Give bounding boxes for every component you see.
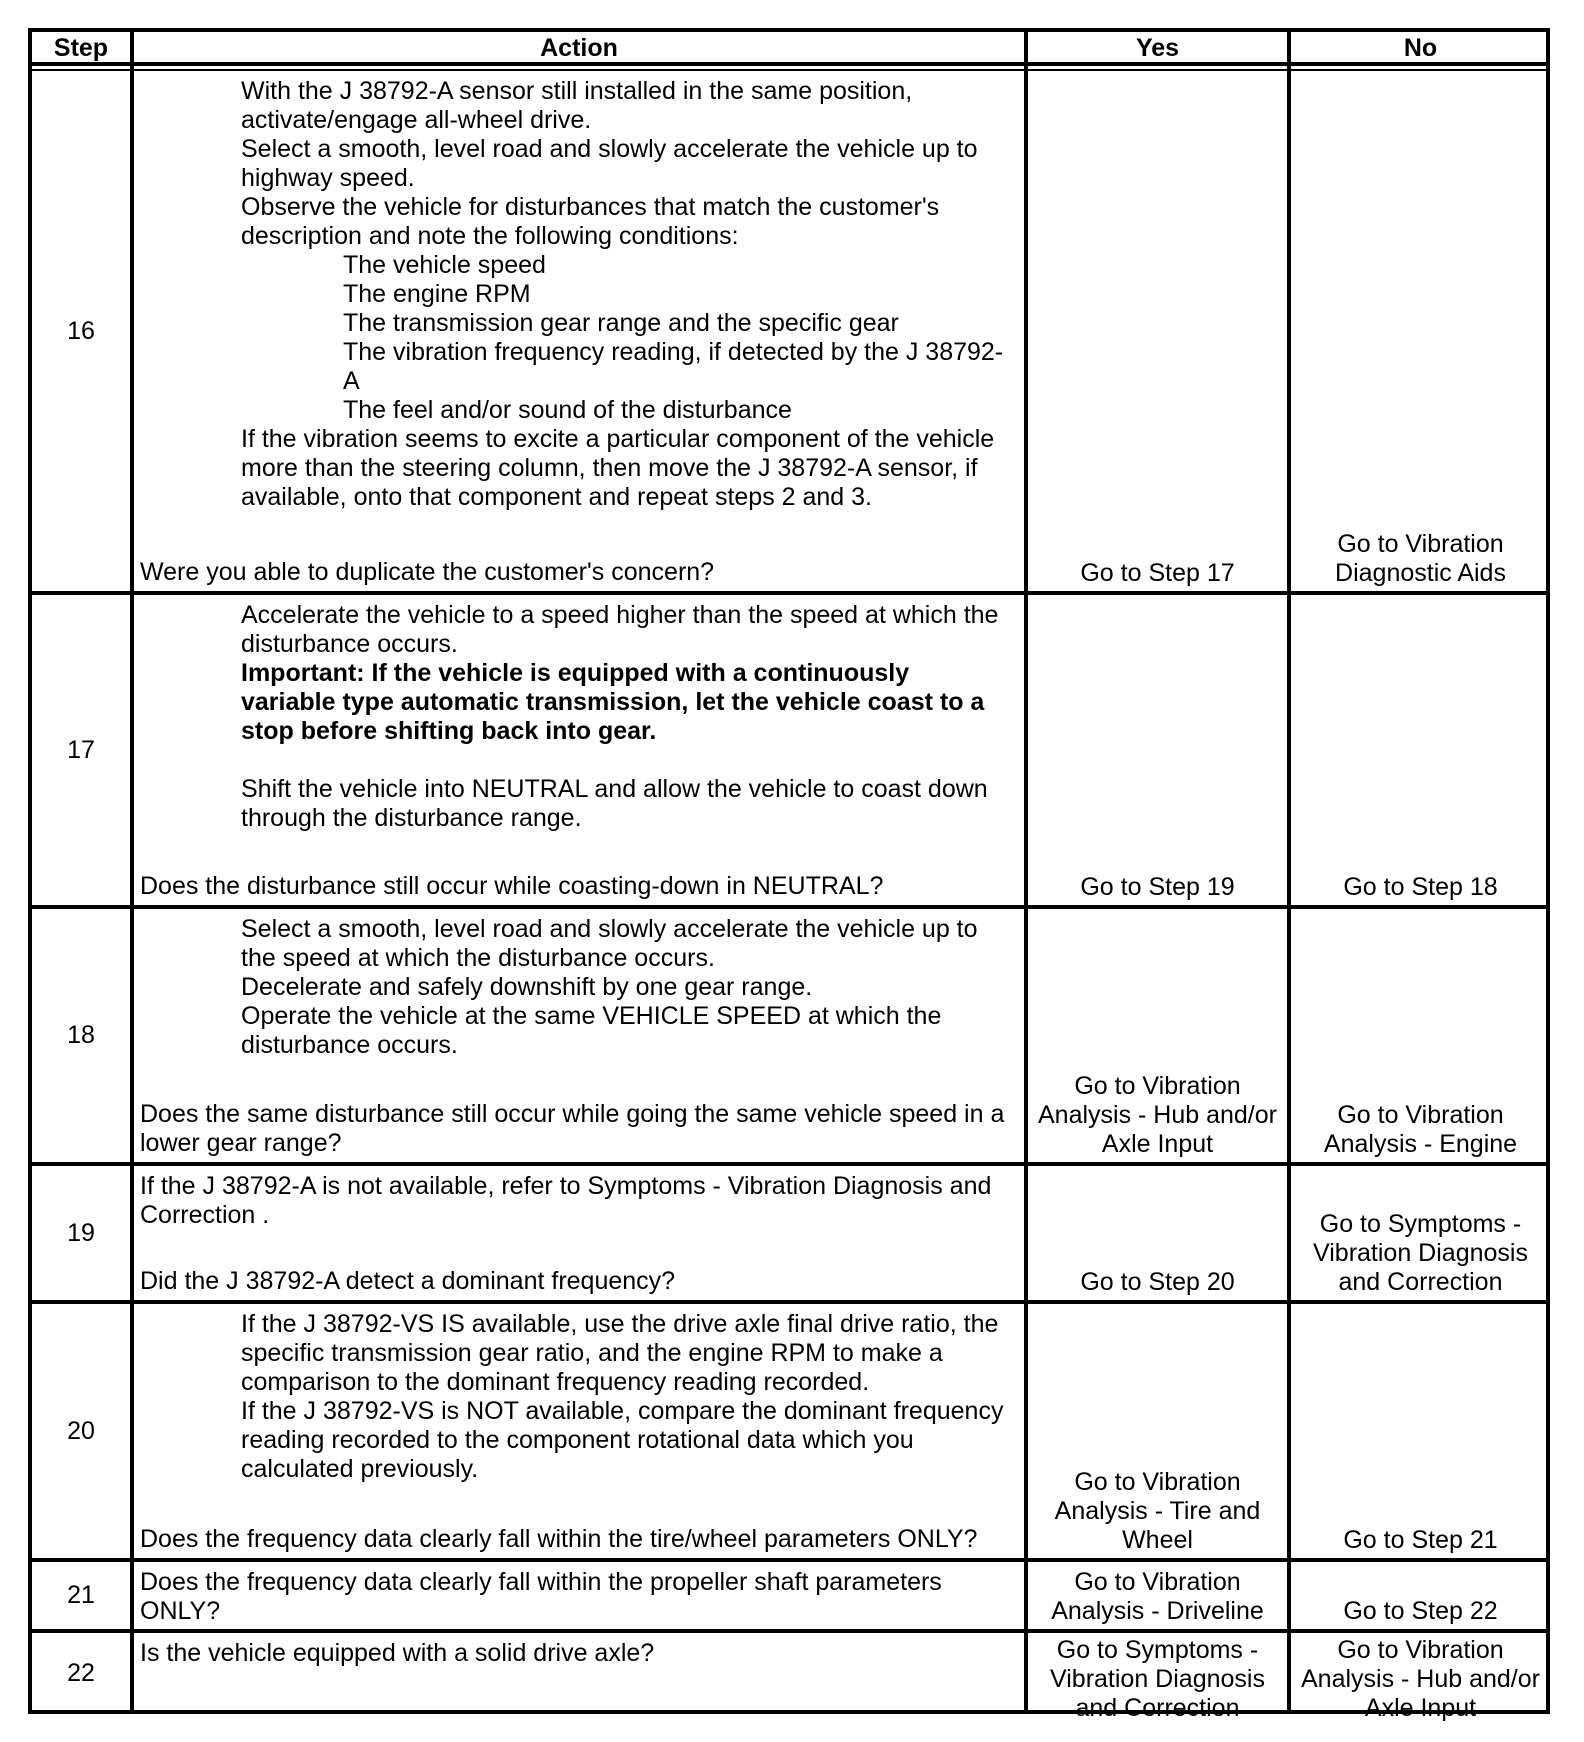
action-line: If the vibration seems to excite a particular component of the vehicle xyxy=(241,425,995,453)
action-line: Shift the vehicle into NEUTRAL and allow the vehicle to coast down xyxy=(241,775,988,803)
yes-cell xyxy=(1028,1562,1287,1629)
important-note: variable type automatic transmission, let the vehicle coast to a xyxy=(241,688,985,716)
yes-link[interactable]: Go to Step 20 xyxy=(1080,1268,1235,1296)
yes-cell xyxy=(1028,1304,1287,1558)
action-line: If the J 38792-VS IS available, use the drive axle final drive ratio, the xyxy=(241,1310,999,1338)
header-yes: Yes xyxy=(1135,33,1180,62)
step-number: 21 xyxy=(67,1581,95,1609)
yes-cell xyxy=(1028,1166,1287,1300)
action-line: With the J 38792-A sensor still installed in the same position, xyxy=(241,77,913,105)
yes-link[interactable]: Axle Input xyxy=(1101,1130,1214,1158)
no-link[interactable]: Go to Symptoms - xyxy=(1319,1210,1522,1238)
action-line: more than the steering column, then move the J 38792-A sensor, if xyxy=(241,454,978,482)
step-number: 19 xyxy=(67,1218,95,1247)
yes-link[interactable]: Go to Step 17 xyxy=(1080,559,1235,587)
question-text: Does the frequency data clearly fall within the propeller shaft parameters xyxy=(140,1568,942,1596)
action-line: disturbance occurs. xyxy=(241,630,458,658)
header-action: Action xyxy=(540,33,618,62)
question-text: lower gear range? xyxy=(140,1129,342,1157)
action-line: Correction . xyxy=(140,1201,270,1229)
yes-link[interactable]: Go to Vibration xyxy=(1074,1468,1241,1496)
action-line: specific transmission gear ratio, and the engine RPM to make a xyxy=(241,1339,943,1367)
yes-cell xyxy=(1028,1633,1287,1722)
no-link[interactable]: Go to Step 18 xyxy=(1343,873,1498,901)
header-no: No xyxy=(1403,33,1438,62)
action-line: through the disturbance range. xyxy=(241,804,582,832)
yes-cell xyxy=(1028,595,1287,905)
action-cell xyxy=(134,909,1024,1162)
action-line: disturbance occurs. xyxy=(241,1031,458,1059)
step-number: 22 xyxy=(67,1659,95,1687)
yes-link[interactable]: Wheel xyxy=(1122,1526,1193,1554)
step-number: 16 xyxy=(67,316,95,345)
important-note: Important: If the vehicle is equipped with a continuously xyxy=(241,659,910,687)
no-link[interactable]: Go to Vibration xyxy=(1337,1101,1504,1129)
diagnostic-table xyxy=(28,28,1550,1722)
action-line: reading recorded to the component rotational data which you xyxy=(241,1426,914,1454)
condition-item: A xyxy=(343,367,360,395)
no-cell xyxy=(1291,909,1550,1162)
no-link[interactable]: Axle Input xyxy=(1364,1694,1477,1722)
step-number: 20 xyxy=(67,1416,95,1445)
yes-link[interactable]: Analysis - Hub and/or xyxy=(1037,1101,1277,1129)
no-cell xyxy=(1291,1562,1550,1629)
question-text: ONLY? xyxy=(140,1597,221,1625)
action-line: the speed at which the disturbance occurs. xyxy=(241,944,715,972)
no-link[interactable]: Go to Step 22 xyxy=(1343,1597,1498,1625)
action-line: comparison to the dominant frequency reading recorded. xyxy=(241,1368,870,1396)
question-text: Does the same disturbance still occur while going the same vehicle speed in a xyxy=(140,1100,1005,1128)
no-link[interactable]: Go to Vibration xyxy=(1337,530,1504,558)
yes-link[interactable]: Analysis - Driveline xyxy=(1051,1597,1264,1625)
condition-item: The feel and/or sound of the disturbance xyxy=(343,396,792,424)
action-cell xyxy=(134,1304,1024,1558)
action-line: Operate the vehicle at the same VEHICLE SPEED at which the xyxy=(241,1002,942,1030)
question-text: Is the vehicle equipped with a solid drive axle? xyxy=(140,1639,655,1667)
yes-link[interactable]: Go to Symptoms - xyxy=(1056,1636,1259,1664)
action-line: If the J 38792-VS is NOT available, compare the dominant frequency xyxy=(241,1397,1004,1425)
action-cell xyxy=(134,1562,1024,1629)
yes-link[interactable]: Analysis - Tire and xyxy=(1054,1497,1261,1525)
action-line: Accelerate the vehicle to a speed higher than the speed at which the xyxy=(241,601,999,629)
no-cell xyxy=(1291,71,1550,591)
yes-link[interactable]: and Correction xyxy=(1075,1694,1240,1722)
yes-cell xyxy=(1028,71,1287,591)
yes-link[interactable]: Go to Step 19 xyxy=(1080,873,1235,901)
action-line: Observe the vehicle for disturbances that match the customer's xyxy=(241,193,940,221)
condition-item: The vibration frequency reading, if detected by the J 38792- xyxy=(343,338,1004,366)
action-cell xyxy=(134,595,1024,905)
no-link[interactable]: Go to Step 21 xyxy=(1343,1526,1498,1554)
step-number: 18 xyxy=(67,1021,95,1049)
action-line: Decelerate and safely downshift by one gear range. xyxy=(241,973,813,1001)
yes-link[interactable]: Go to Vibration xyxy=(1074,1568,1241,1596)
no-cell xyxy=(1291,595,1550,905)
yes-cell xyxy=(1028,909,1287,1162)
action-cell xyxy=(134,1633,1024,1714)
action-line: calculated previously. xyxy=(241,1455,479,1483)
condition-item: The vehicle speed xyxy=(343,251,546,279)
no-cell xyxy=(1291,1166,1550,1300)
question-text: Does the frequency data clearly fall within the tire/wheel parameters ONLY? xyxy=(140,1525,978,1553)
action-cell xyxy=(134,1166,1024,1300)
no-cell xyxy=(1291,1304,1550,1558)
no-link[interactable]: Analysis - Hub and/or xyxy=(1300,1665,1540,1693)
no-link[interactable]: Go to Vibration xyxy=(1337,1636,1504,1664)
action-line: highway speed. xyxy=(241,164,415,192)
action-cell xyxy=(134,71,1024,591)
condition-item: The transmission gear range and the specific gear xyxy=(343,309,899,337)
question-text: Did the J 38792-A detect a dominant frequency? xyxy=(140,1267,676,1295)
action-line: activate/engage all-wheel drive. xyxy=(241,106,592,134)
yes-link[interactable]: Vibration Diagnosis xyxy=(1050,1665,1265,1693)
header-step: Step xyxy=(53,33,109,62)
no-cell xyxy=(1291,1633,1550,1722)
condition-item: The engine RPM xyxy=(343,280,531,308)
no-link[interactable]: Vibration Diagnosis xyxy=(1313,1239,1528,1267)
important-note: stop before shifting back into gear. xyxy=(241,717,657,745)
question-text: Were you able to duplicate the customer's concern? xyxy=(140,558,715,586)
action-line: Select a smooth, level road and slowly accelerate the vehicle up to xyxy=(241,135,978,163)
action-line: description and note the following conditions: xyxy=(241,222,739,250)
no-link[interactable]: and Correction xyxy=(1338,1268,1503,1296)
step-number: 17 xyxy=(67,735,95,764)
no-link[interactable]: Diagnostic Aids xyxy=(1335,559,1506,587)
no-link[interactable]: Analysis - Engine xyxy=(1323,1130,1518,1158)
action-line: Select a smooth, level road and slowly accelerate the vehicle up to xyxy=(241,915,978,943)
yes-link[interactable]: Go to Vibration xyxy=(1074,1072,1241,1100)
action-line: available, onto that component and repeat steps 2 and 3. xyxy=(241,483,873,511)
question-text: Does the disturbance still occur while coasting-down in NEUTRAL? xyxy=(140,872,884,900)
action-line: If the J 38792-A is not available, refer to Symptoms - Vibration Diagnosis and xyxy=(140,1172,992,1200)
